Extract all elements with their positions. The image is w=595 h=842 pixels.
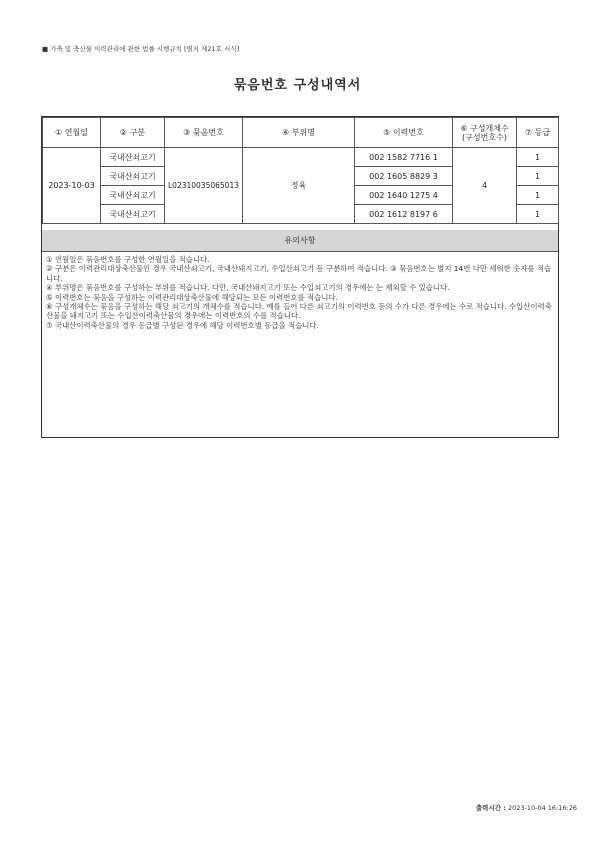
- cell-grade: 1: [517, 186, 559, 205]
- header-count: ⑥ 구성개체수 (구성번호수): [453, 118, 517, 148]
- caution-item: ① 연월일은 묶음번호를 구성한 연월일을 적습니다.: [46, 255, 210, 264]
- cell-category: 국내산쇠고기: [101, 186, 165, 205]
- cell-grade: 1: [517, 205, 559, 224]
- cell-category: 국내산쇠고기: [101, 205, 165, 224]
- cell-trace-no: 002 1640 1275 4: [355, 186, 453, 205]
- caution-item: ② 구분은 이력관리대상축산물인 경우 국내산쇠고기, 국내산돼지고기, 수입산쇠고기 등 구분하여 적습니다. ③ 묶음번호는 별지 14번 다만 세워한 숫자를 적습니다.: [46, 264, 552, 283]
- page-title: 묶음번호 구성내역서: [233, 78, 362, 93]
- cell-date: 2023-10-03: [43, 148, 101, 224]
- cell-part: 정육: [243, 148, 355, 224]
- cell-trace-no: 002 1582 7716 1: [355, 148, 453, 167]
- form-frame: [41, 116, 559, 438]
- header-part: ④ 부위명: [243, 118, 355, 148]
- caution-list: [46, 255, 556, 330]
- header-trace-no: ⑤ 이력번호: [355, 118, 453, 148]
- caution-item: ⑤ 이력번호는 묶음을 구성하는 이력관리대상축산물에 해당되는 모든 이력번호를 적습니다.: [46, 292, 338, 302]
- cell-category: 국내산쇠고기: [101, 167, 165, 186]
- cell-grade: 1: [517, 167, 559, 186]
- cell-trace-no: 002 1612 8197 6: [355, 205, 453, 224]
- cell-category: 국내산쇠고기: [101, 148, 165, 167]
- caution-item: ⑦ 국내산이력축산물의 경우 등급별 구성된 경우에 해당 이력번호별 등급을 적습니다.: [46, 320, 319, 330]
- header-date: ① 연월일: [43, 118, 101, 148]
- caution-item: ⑥ 구성개체수는 묶음을 구성하는 해당 쇠고기의 개체수를 적습니다. 예를 들어 다른 쇠고기의 이력번호 등의 수가 다른 경우에는 수로 적습니다. 수입산이력축산물을 돼지고기 또는 수입산이력축산물의 경우에는 이력번호의 수를 적습니다.: [46, 302, 552, 321]
- cell-trace-no: 002 1605 8829 3: [355, 167, 453, 186]
- header-grade: ⑦ 등급: [517, 118, 559, 148]
- composition-table: [42, 117, 559, 224]
- form-reference-note: ■ 가축 및 축산물 이력관리에 관한 법률 시행규칙 [별지 제21호 서식]: [42, 45, 240, 53]
- table-header-row: [43, 118, 559, 148]
- print-time-value: 2023-10-04 16:16:26: [507, 804, 577, 812]
- header-bundle-no: ③ 묶음번호: [165, 118, 243, 148]
- table-row: [43, 148, 559, 167]
- cell-bundle-no: L02310035065013: [165, 148, 243, 224]
- print-time-label: 출력시간 :: [475, 804, 506, 812]
- caution-item: ④ 부위명은 묶음번호를 구성하는 부위를 적습니다. 다만, 국내산돼지고기 또는 수입쇠고기의 경우에는 는 제외할 수 있습니다.: [46, 283, 450, 293]
- cell-count: 4: [453, 148, 517, 224]
- cell-grade: 1: [517, 148, 559, 167]
- print-time: [476, 803, 577, 812]
- header-category: ② 구분: [101, 118, 165, 148]
- caution-header: 유의사항: [42, 230, 558, 252]
